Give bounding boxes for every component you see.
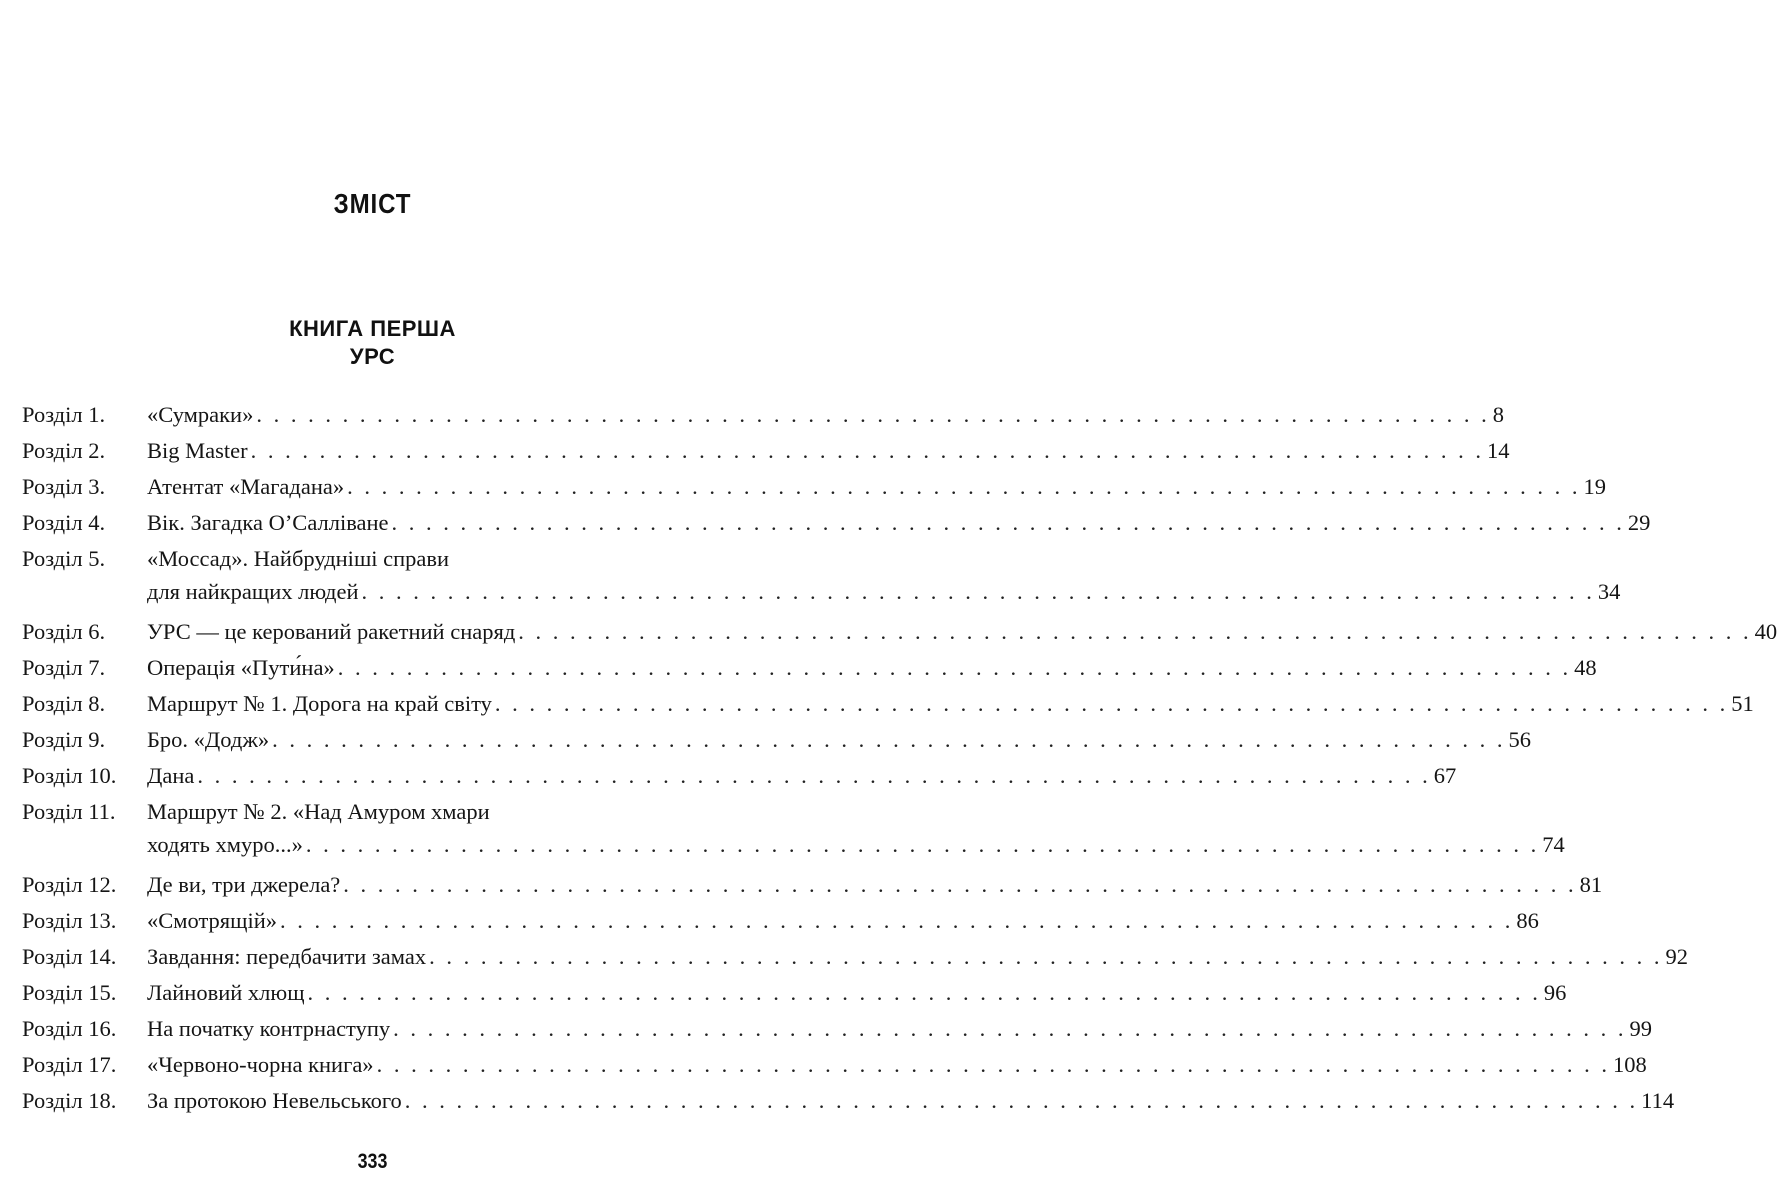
chapter-body	[147, 542, 1621, 608]
toc-entry	[22, 542, 1621, 615]
chapter-title: За протокою Невельського	[147, 1088, 402, 1113]
chapter-title: Де ви, три джерела?	[147, 872, 341, 897]
chapter-label: Розділ 15.	[22, 980, 117, 1005]
dot-leader: . . . . . . . . . . . . . . . . . . . . . . . . . . . . . . . . . . . . . . . . . . . . . . . . . . . . . . . . . . . . . . . . . . . . . . . .	[197, 763, 1431, 788]
chapter-title-line	[147, 398, 1504, 431]
page-number-ref: 96	[1543, 980, 1567, 1005]
chapter-title-line	[147, 575, 1621, 608]
dot-leader: . . . . . . . . . . . . . . . . . . . . . . . . . . . . . . . . . . . . . . . . . . . . . . . . . . . . . . . . . . . . . . . . . . . . . . . .	[404, 1088, 1639, 1113]
dot-leader: . . . . . . . . . . . . . . . . . . . . . . . . . . . . . . . . . . . . . . . . . . . . . . . . . . . . . . . . . . . . . . . . . . . . . . . .	[337, 655, 1572, 680]
chapter-body	[147, 687, 1754, 720]
page-number-ref: 81	[1579, 872, 1603, 897]
chapter-body	[147, 434, 1510, 467]
page-number-ref: 56	[1508, 727, 1531, 752]
chapter-label: Розділ 7.	[22, 655, 106, 680]
chapter-title: На початку контрнаступу	[147, 1016, 391, 1041]
chapter-title: Лайновий хлющ	[147, 980, 305, 1005]
chapter-title-line	[147, 828, 1565, 861]
chapter-label: Розділ 13.	[22, 908, 117, 933]
page-number-ref: 29	[1627, 510, 1651, 535]
chapter-title: «Червоно-чорна книга»	[147, 1052, 374, 1077]
book-title: КНИГА ПЕРША	[289, 316, 456, 341]
chapter-title-line	[147, 687, 1754, 720]
chapter-title-line	[147, 651, 1597, 684]
chapter-label: Розділ 11.	[22, 799, 116, 824]
chapter-body	[147, 470, 1607, 503]
dot-leader: . . . . . . . . . . . . . . . . . . . . . . . . . . . . . . . . . . . . . . . . . . . . . . . . . . . . . . . . . . . . . . . . . . . . . . . .	[305, 832, 1540, 857]
chapter-label: Розділ 1.	[22, 402, 106, 427]
toc-entry	[22, 759, 1457, 795]
page-number-ref: 14	[1487, 438, 1510, 463]
chapter-body	[147, 398, 1504, 431]
toc-entry	[22, 940, 1688, 976]
chapter-title-line	[147, 434, 1510, 467]
dot-leader: . . . . . . . . . . . . . . . . . . . . . . . . . . . . . . . . . . . . . . . . . . . . . . . . . . . . . . . . . . . . . . . . . . . . . . . .	[307, 980, 1541, 1005]
book-subtitle: УРС	[349, 344, 396, 369]
chapter-title: Маршрут № 1. Дорога на край світу	[147, 691, 492, 716]
dot-leader: . . . . . . . . . . . . . . . . . . . . . . . . . . . . . . . . . . . . . . . . . . . . . . . . . . . . . . . . . . . . . . . . . . . . . . . .	[518, 619, 1752, 644]
page-number-ref: 48	[1574, 655, 1597, 680]
chapter-label: Розділ 2.	[22, 438, 106, 463]
dot-leader: . . . . . . . . . . . . . . . . . . . . . . . . . . . . . . . . . . . . . . . . . . . . . . . . . . . . . . . . . . . . . . . . . . . . . . . .	[347, 474, 1581, 499]
chapter-title-line	[147, 615, 1777, 648]
page-number-ref: 51	[1731, 691, 1754, 716]
chapter-title: УРС — це керований ракетний снаряд	[147, 619, 516, 644]
toc-entry	[22, 723, 1531, 759]
toc-entry	[22, 470, 1607, 506]
dot-leader: . . . . . . . . . . . . . . . . . . . . . . . . . . . . . . . . . . . . . . . . . . . . . . . . . . . . . . . . . . . . . . . . . . . . . . . .	[429, 944, 1663, 969]
dot-leader: . . . . . . . . . . . . . . . . . . . . . . . . . . . . . . . . . . . . . . . . . . . . . . . . . . . . . . . . . . . . . . . . . . . . . . . .	[280, 908, 1514, 933]
chapter-label: Розділ 5.	[22, 546, 106, 571]
dot-leader: . . . . . . . . . . . . . . . . . . . . . . . . . . . . . . . . . . . . . . . . . . . . . . . . . . . . . . . . . . . . . . . . . . . . . . . .	[376, 1052, 1610, 1077]
chapter-title: Бро. «Додж»	[147, 727, 270, 752]
chapter-label: Розділ 9.	[22, 727, 106, 752]
page-number-ref: 92	[1665, 944, 1688, 969]
chapter-title-line	[147, 868, 1603, 901]
dot-leader: . . . . . . . . . . . . . . . . . . . . . . . . . . . . . . . . . . . . . . . . . . . . . . . . . . . . . . . . . . . . . . . . . . . . . . . .	[256, 402, 1490, 427]
page-number-ref: 86	[1516, 908, 1539, 933]
dot-leader: . . . . . . . . . . . . . . . . . . . . . . . . . . . . . . . . . . . . . . . . . . . . . . . . . . . . . . . . . . . . . . . . . . . . . . . .	[361, 579, 1595, 604]
toc-entry	[22, 651, 1597, 687]
chapter-title: Атентат «Магадана»	[147, 474, 345, 499]
chapter-title-line	[147, 795, 657, 828]
chapter-title: Маршрут № 2. «Над Амуром хмари	[147, 799, 490, 824]
chapter-title-line	[147, 723, 1531, 756]
chapter-title-line	[147, 759, 1457, 792]
dot-leader: . . . . . . . . . . . . . . . . . . . . . . . . . . . . . . . . . . . . . . . . . . . . . . . . . . . . . . . . . . . . . . . . . . . . . . . .	[343, 872, 1577, 897]
page-number-ref: 19	[1583, 474, 1607, 499]
page-number-ref: 114	[1641, 1088, 1675, 1113]
toc-entry	[22, 687, 1754, 723]
chapter-title: Операція «Пути́на»	[147, 655, 335, 680]
chapter-title-line	[147, 1084, 1675, 1117]
chapter-title-line	[147, 470, 1607, 503]
chapter-body	[147, 1084, 1675, 1117]
toc-entry	[22, 506, 1651, 542]
toc-entry	[22, 1012, 1653, 1048]
chapter-title-line	[147, 1048, 1647, 1081]
dot-leader: . . . . . . . . . . . . . . . . . . . . . . . . . . . . . . . . . . . . . . . . . . . . . . . . . . . . . . . . . . . . . . . . . . . . . . . .	[250, 438, 1484, 463]
chapter-title: «Смотрящій»	[147, 908, 278, 933]
chapter-title: ходять хмуро...»	[147, 832, 303, 857]
page-number-ref: 67	[1433, 763, 1457, 788]
chapter-label: Розділ 3.	[22, 474, 106, 499]
chapter-label: Розділ 4.	[22, 510, 106, 535]
toc-entry	[22, 795, 1565, 868]
chapter-body	[147, 904, 1539, 937]
chapter-title: Завдання: передбачити замах	[147, 944, 427, 969]
chapter-body	[147, 615, 1777, 648]
chapter-title-line	[147, 904, 1539, 937]
dot-leader: . . . . . . . . . . . . . . . . . . . . . . . . . . . . . . . . . . . . . . . . . . . . . . . . . . . . . . . . . . . . . . . . . . . . . . . .	[272, 727, 1506, 752]
page-number-ref: 108	[1612, 1052, 1647, 1077]
chapter-title: Дана	[147, 763, 195, 788]
chapter-label: Розділ 12.	[22, 872, 117, 897]
chapter-body	[147, 506, 1651, 539]
chapter-title: «Моссад». Найбрудніші справи	[147, 546, 450, 571]
chapter-label: Розділ 17.	[22, 1052, 117, 1077]
toc-entry	[22, 615, 1777, 651]
page-number-ref: 99	[1629, 1016, 1653, 1041]
toc-entry	[22, 976, 1567, 1012]
dot-leader: . . . . . . . . . . . . . . . . . . . . . . . . . . . . . . . . . . . . . . . . . . . . . . . . . . . . . . . . . . . . . . . . . . . . . . . .	[391, 510, 1625, 535]
chapter-title-line	[147, 1012, 1653, 1045]
toc-entry	[22, 904, 1539, 940]
chapter-label: Розділ 6.	[22, 619, 106, 644]
chapter-body	[147, 651, 1597, 684]
chapter-title: для найкращих людей	[147, 579, 359, 604]
toc-entry	[22, 398, 1504, 434]
page-number-ref: 8	[1492, 402, 1504, 427]
chapter-title: «Сумраки»	[147, 402, 254, 427]
dot-leader: . . . . . . . . . . . . . . . . . . . . . . . . . . . . . . . . . . . . . . . . . . . . . . . . . . . . . . . . . . . . . . . . . . . . . . . .	[393, 1016, 1627, 1041]
toc-entry	[22, 1084, 1675, 1120]
chapter-title-line	[147, 976, 1567, 1009]
toc-entry	[22, 434, 1510, 470]
chapter-body	[147, 723, 1531, 756]
chapter-body	[147, 795, 1565, 861]
toc-entry	[22, 868, 1603, 904]
chapter-body	[147, 940, 1688, 973]
contents-title: ЗМІСТ	[333, 188, 412, 219]
chapter-title-line	[147, 542, 657, 575]
chapter-label: Розділ 8.	[22, 691, 106, 716]
page-number-ref: 74	[1542, 832, 1565, 857]
dot-leader: . . . . . . . . . . . . . . . . . . . . . . . . . . . . . . . . . . . . . . . . . . . . . . . . . . . . . . . . . . . . . . . . . . . . . . . .	[494, 691, 1729, 716]
page-number: 333	[357, 1150, 388, 1173]
chapter-body	[147, 976, 1567, 1009]
chapter-title: Big Master	[147, 438, 248, 463]
chapter-label: Розділ 10.	[22, 763, 117, 788]
chapter-label: Розділ 18.	[22, 1088, 117, 1113]
page-number-ref: 34	[1597, 579, 1621, 604]
page-number-ref: 40	[1754, 619, 1777, 644]
chapter-title-line	[147, 940, 1688, 973]
chapter-body	[147, 1048, 1647, 1081]
chapter-body	[147, 759, 1457, 792]
chapter-label: Розділ 16.	[22, 1016, 117, 1041]
chapter-label: Розділ 14.	[22, 944, 117, 969]
chapter-body	[147, 1012, 1653, 1045]
chapter-title: Вік. Загадка О’Салліване	[147, 510, 389, 535]
chapter-title-line	[147, 506, 1651, 539]
toc-entry	[22, 1048, 1647, 1084]
table-of-contents	[22, 398, 1777, 1120]
chapter-body	[147, 868, 1603, 901]
